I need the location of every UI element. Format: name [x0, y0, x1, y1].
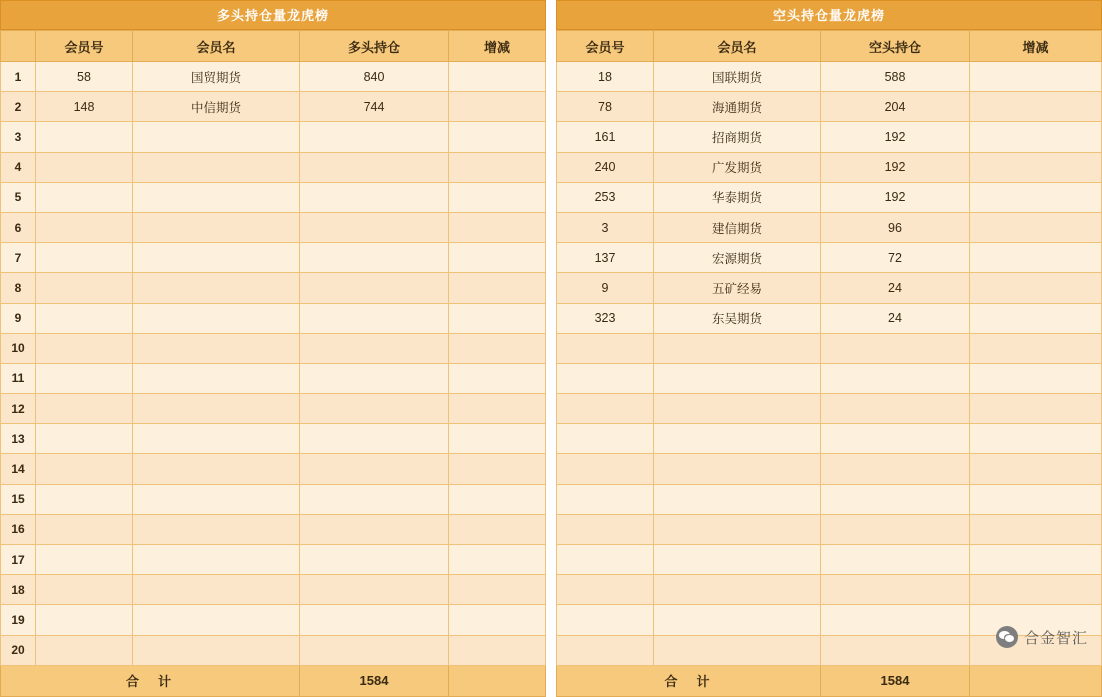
row-member-name: 五矿经易 — [654, 273, 821, 303]
row-member-id — [36, 303, 133, 333]
row-change — [970, 333, 1102, 363]
table-row — [557, 514, 1102, 544]
row-change — [970, 575, 1102, 605]
table-row — [1, 454, 546, 484]
row-member-name: 东吴期货 — [654, 303, 821, 333]
table-row — [1, 363, 546, 393]
long-position-panel — [0, 0, 546, 690]
table-row — [557, 575, 1102, 605]
row-change — [970, 545, 1102, 575]
row-change — [449, 182, 546, 212]
row-member-name — [133, 363, 300, 393]
table-row — [1, 484, 546, 514]
row-member-id — [557, 424, 654, 454]
row-member-id — [557, 545, 654, 575]
row-member-id — [36, 484, 133, 514]
row-member-id — [557, 394, 654, 424]
row-change — [970, 92, 1102, 122]
row-member-id — [36, 605, 133, 635]
wechat-icon — [996, 626, 1018, 648]
row-member-id — [557, 333, 654, 363]
row-member-id — [557, 363, 654, 393]
row-member-id: 78 — [557, 92, 654, 122]
table-row — [1, 514, 546, 544]
row-rank: 16 — [1, 514, 36, 544]
column-header-member-id: 会员号 — [557, 31, 654, 62]
table-row — [557, 545, 1102, 575]
table-row — [1, 273, 546, 303]
row-member-id — [36, 243, 133, 273]
total-change — [970, 665, 1102, 696]
total-value: 1584 — [821, 665, 970, 696]
table-row — [1, 92, 546, 122]
row-position — [300, 303, 449, 333]
row-change — [449, 635, 546, 665]
row-member-name — [654, 545, 821, 575]
row-member-id: 161 — [557, 122, 654, 152]
table-row — [557, 303, 1102, 333]
table-row — [557, 394, 1102, 424]
row-member-name: 华泰期货 — [654, 182, 821, 212]
row-position: 204 — [821, 92, 970, 122]
row-member-id — [557, 484, 654, 514]
table-row — [1, 424, 546, 454]
row-change — [449, 212, 546, 242]
row-member-name — [133, 424, 300, 454]
row-rank: 11 — [1, 363, 36, 393]
row-member-id: 137 — [557, 243, 654, 273]
row-rank: 15 — [1, 484, 36, 514]
row-member-id — [36, 454, 133, 484]
row-position: 96 — [821, 212, 970, 242]
row-member-id — [36, 152, 133, 182]
row-position — [821, 454, 970, 484]
row-position — [821, 424, 970, 454]
row-position — [300, 152, 449, 182]
row-change — [970, 424, 1102, 454]
row-change — [449, 363, 546, 393]
row-rank: 14 — [1, 454, 36, 484]
row-position: 24 — [821, 303, 970, 333]
long-table-body — [1, 62, 546, 666]
row-member-id: 9 — [557, 273, 654, 303]
row-rank: 13 — [1, 424, 36, 454]
row-position: 840 — [300, 62, 449, 92]
row-member-id: 253 — [557, 182, 654, 212]
row-change — [449, 484, 546, 514]
short-position-panel — [556, 0, 1102, 690]
row-member-name — [133, 122, 300, 152]
row-position — [821, 333, 970, 363]
column-header-member-id: 会员号 — [36, 31, 133, 62]
row-change — [449, 62, 546, 92]
watermark-text: 合金智汇 — [1023, 629, 1088, 647]
row-member-id — [36, 363, 133, 393]
row-member-name — [133, 575, 300, 605]
row-position: 72 — [821, 243, 970, 273]
total-label: 合 计 — [1, 665, 300, 696]
row-change — [970, 243, 1102, 273]
row-change — [970, 303, 1102, 333]
row-change — [970, 62, 1102, 92]
row-change — [449, 454, 546, 484]
column-header-rank — [1, 31, 36, 62]
long-table-head — [1, 31, 546, 62]
column-header-member-name: 会员名 — [133, 31, 300, 62]
long-table-foot — [1, 665, 546, 696]
row-member-id: 3 — [557, 212, 654, 242]
row-member-id — [36, 122, 133, 152]
table-row — [557, 333, 1102, 363]
table-row — [557, 182, 1102, 212]
row-member-name — [133, 454, 300, 484]
row-position: 192 — [821, 152, 970, 182]
row-member-name: 建信期货 — [654, 212, 821, 242]
row-position — [300, 635, 449, 665]
row-member-id — [557, 605, 654, 635]
table-row — [1, 635, 546, 665]
row-member-name — [133, 635, 300, 665]
row-change — [449, 575, 546, 605]
row-position — [821, 605, 970, 635]
row-position — [300, 484, 449, 514]
total-change — [449, 665, 546, 696]
row-position: 588 — [821, 62, 970, 92]
row-member-id — [557, 635, 654, 665]
row-member-id — [36, 424, 133, 454]
table-row — [1, 394, 546, 424]
row-position — [300, 545, 449, 575]
row-member-id: 18 — [557, 62, 654, 92]
row-member-name: 国贸期货 — [133, 62, 300, 92]
row-position — [821, 635, 970, 665]
row-member-name — [654, 454, 821, 484]
row-rank: 5 — [1, 182, 36, 212]
row-rank: 8 — [1, 273, 36, 303]
row-rank: 10 — [1, 333, 36, 363]
table-row — [1, 605, 546, 635]
row-change — [449, 394, 546, 424]
table-row — [557, 62, 1102, 92]
table-row — [1, 575, 546, 605]
table-row — [1, 152, 546, 182]
row-member-name — [654, 514, 821, 544]
table-row — [1, 545, 546, 575]
row-change — [970, 122, 1102, 152]
column-header-member-name: 会员名 — [654, 31, 821, 62]
row-member-name: 国联期货 — [654, 62, 821, 92]
row-position: 744 — [300, 92, 449, 122]
row-position — [821, 363, 970, 393]
row-member-id — [36, 575, 133, 605]
row-member-id — [36, 273, 133, 303]
watermark — [996, 626, 1088, 648]
row-member-id — [36, 394, 133, 424]
long-position-table — [0, 30, 546, 697]
row-position — [300, 605, 449, 635]
table-header-row — [557, 31, 1102, 62]
table-row — [1, 62, 546, 92]
short-position-table — [556, 30, 1102, 697]
row-change — [970, 514, 1102, 544]
row-rank: 1 — [1, 62, 36, 92]
row-position: 24 — [821, 273, 970, 303]
row-position — [300, 363, 449, 393]
table-row — [1, 182, 546, 212]
row-rank: 17 — [1, 545, 36, 575]
table-row — [1, 243, 546, 273]
row-member-id — [557, 454, 654, 484]
row-position — [821, 514, 970, 544]
table-row — [557, 424, 1102, 454]
row-change — [449, 92, 546, 122]
table-row — [1, 122, 546, 152]
row-member-id — [36, 212, 133, 242]
row-member-id: 240 — [557, 152, 654, 182]
row-rank: 7 — [1, 243, 36, 273]
row-member-name — [654, 424, 821, 454]
row-change — [970, 454, 1102, 484]
row-position — [300, 424, 449, 454]
row-member-id — [557, 575, 654, 605]
row-member-id — [36, 514, 133, 544]
row-change — [449, 273, 546, 303]
row-member-name — [654, 635, 821, 665]
total-row — [557, 665, 1102, 696]
row-change — [970, 182, 1102, 212]
short-table-body — [557, 62, 1102, 666]
row-member-name: 宏源期货 — [654, 243, 821, 273]
table-row — [557, 243, 1102, 273]
row-position — [300, 122, 449, 152]
row-position — [300, 575, 449, 605]
column-header-change: 增减 — [449, 31, 546, 62]
row-member-name — [654, 575, 821, 605]
row-change — [449, 333, 546, 363]
short-table-foot — [557, 665, 1102, 696]
row-member-id: 58 — [36, 62, 133, 92]
row-change — [449, 605, 546, 635]
row-position — [821, 545, 970, 575]
total-value: 1584 — [300, 665, 449, 696]
row-rank: 20 — [1, 635, 36, 665]
row-member-id: 323 — [557, 303, 654, 333]
row-member-id: 148 — [36, 92, 133, 122]
row-change — [970, 363, 1102, 393]
row-position — [300, 454, 449, 484]
column-header-position: 空头持仓 — [821, 31, 970, 62]
table-row — [557, 122, 1102, 152]
row-member-name — [654, 605, 821, 635]
row-member-name — [133, 152, 300, 182]
row-rank: 12 — [1, 394, 36, 424]
row-change — [970, 152, 1102, 182]
row-member-name — [133, 303, 300, 333]
row-position — [821, 394, 970, 424]
row-member-name — [654, 363, 821, 393]
row-position — [300, 182, 449, 212]
row-member-name — [654, 484, 821, 514]
row-member-name — [133, 605, 300, 635]
row-member-id — [36, 333, 133, 363]
row-member-name: 招商期货 — [654, 122, 821, 152]
row-member-id — [36, 635, 133, 665]
row-change — [970, 394, 1102, 424]
row-member-name — [133, 514, 300, 544]
row-member-name: 广发期货 — [654, 152, 821, 182]
table-header-row — [1, 31, 546, 62]
row-position — [300, 514, 449, 544]
row-member-id — [36, 545, 133, 575]
row-change — [970, 212, 1102, 242]
row-rank: 9 — [1, 303, 36, 333]
table-row — [1, 212, 546, 242]
row-change — [449, 152, 546, 182]
table-row — [1, 303, 546, 333]
row-position: 192 — [821, 182, 970, 212]
total-label: 合 计 — [557, 665, 821, 696]
row-position — [821, 484, 970, 514]
row-member-name — [133, 484, 300, 514]
table-row — [557, 454, 1102, 484]
row-rank: 3 — [1, 122, 36, 152]
column-header-position: 多头持仓 — [300, 31, 449, 62]
row-rank: 2 — [1, 92, 36, 122]
short-table-head — [557, 31, 1102, 62]
row-position: 192 — [821, 122, 970, 152]
row-change — [449, 122, 546, 152]
row-change — [970, 273, 1102, 303]
row-member-id — [36, 182, 133, 212]
row-member-name — [133, 243, 300, 273]
total-row — [1, 665, 546, 696]
row-position — [300, 394, 449, 424]
row-position — [300, 243, 449, 273]
row-member-name — [133, 394, 300, 424]
long-panel-title: 多头持仓量龙虎榜 — [0, 0, 546, 30]
table-row — [557, 92, 1102, 122]
row-position — [821, 575, 970, 605]
column-header-change: 增减 — [970, 31, 1102, 62]
table-row — [557, 212, 1102, 242]
row-member-name — [654, 333, 821, 363]
row-member-name — [133, 333, 300, 363]
short-panel-title: 空头持仓量龙虎榜 — [556, 0, 1102, 30]
row-rank: 19 — [1, 605, 36, 635]
row-change — [449, 545, 546, 575]
row-rank: 18 — [1, 575, 36, 605]
row-change — [449, 424, 546, 454]
row-member-name — [133, 545, 300, 575]
table-row — [557, 484, 1102, 514]
row-change — [970, 484, 1102, 514]
row-member-name: 海通期货 — [654, 92, 821, 122]
row-member-name — [133, 212, 300, 242]
row-position — [300, 212, 449, 242]
row-member-name — [654, 394, 821, 424]
row-change — [449, 303, 546, 333]
row-rank: 4 — [1, 152, 36, 182]
table-row — [557, 363, 1102, 393]
row-rank: 6 — [1, 212, 36, 242]
row-member-name — [133, 182, 300, 212]
row-member-name: 中信期货 — [133, 92, 300, 122]
table-row — [557, 273, 1102, 303]
row-position — [300, 273, 449, 303]
row-member-id — [557, 514, 654, 544]
row-position — [300, 333, 449, 363]
row-member-name — [133, 273, 300, 303]
row-change — [449, 514, 546, 544]
row-change — [449, 243, 546, 273]
table-row — [1, 333, 546, 363]
table-row — [557, 152, 1102, 182]
